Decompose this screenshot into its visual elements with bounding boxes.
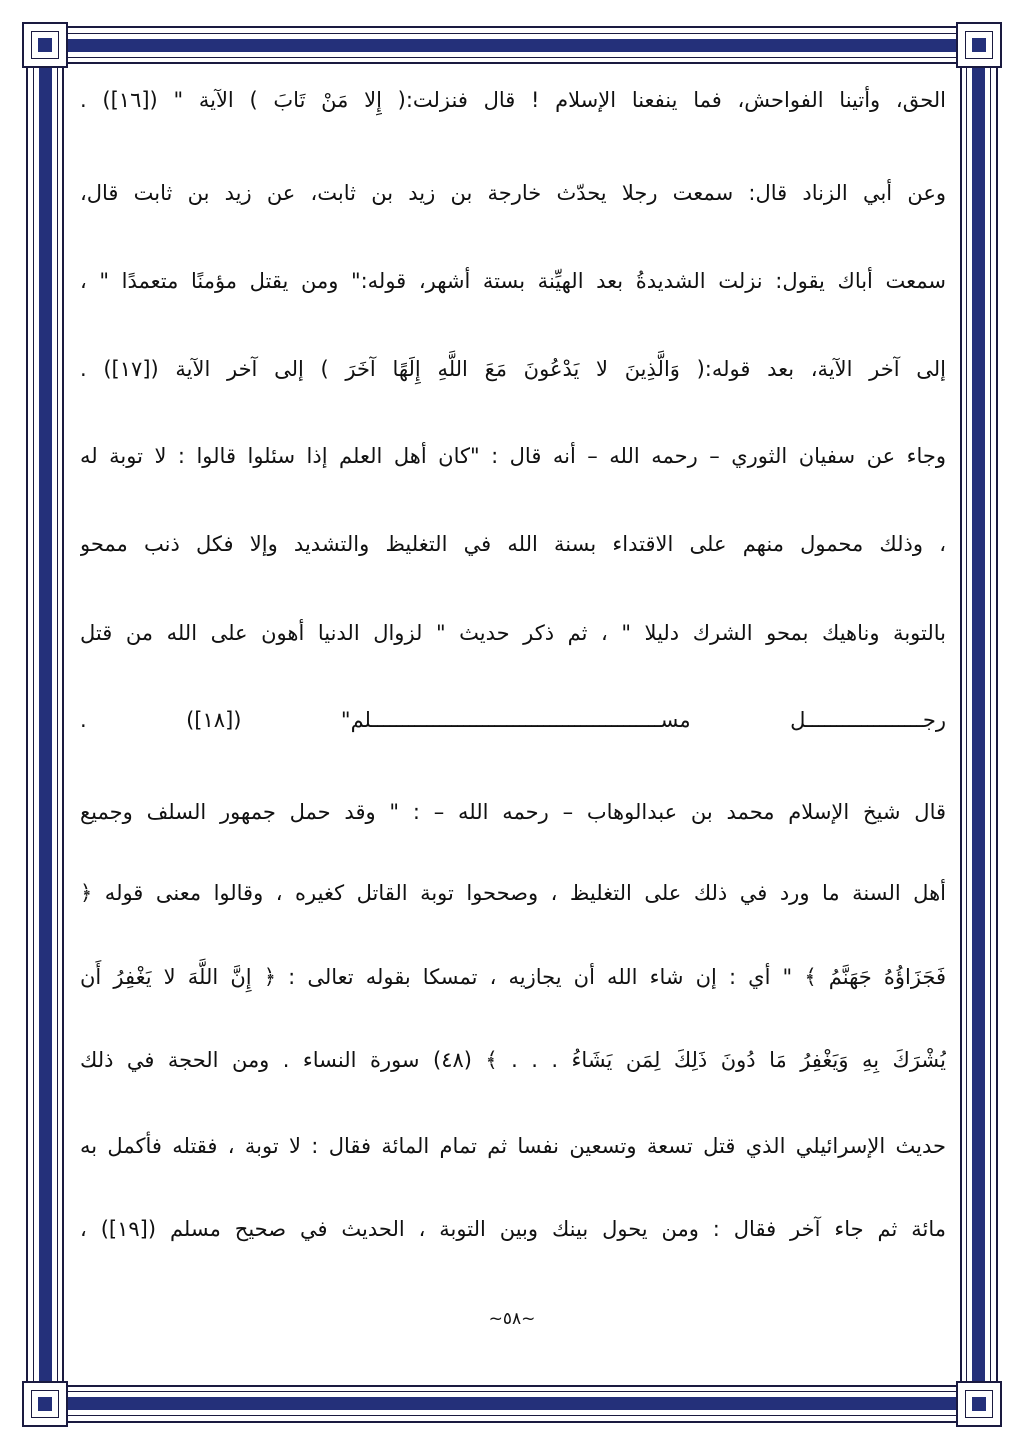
corner-ornament-top-left — [22, 22, 68, 68]
text-line: إلى آخر الآية، بعد قوله:( وَالَّذِينَ لا يَدْعُونَ مَعَ اللَّهِ إِلَهًا آخَرَ ) إلى آخر الآية ([١٧]) . — [80, 357, 946, 381]
text-line: سمعت أباك يقول: نزلت الشديدةُ بعد الهيِّنة بستة أشهر، قوله:" ومن يقتل مؤمنًا متعمدًا " ، — [80, 269, 946, 293]
text-line: ، وذلك محمول منهم على الاقتداء بسنة الله في التغليظ والتشديد وإلا فكل ذنب ممحو — [80, 532, 946, 556]
corner-ornament-bottom-left — [22, 1381, 68, 1427]
text-line: بالتوبة وناهيك بمحو الشرك دليلا " ، ثم ذكر حديث " لزوال الدنيا أهون على الله من قتل — [80, 621, 946, 645]
text-line: حديث الإسرائيلي الذي قتل تسعة وتسعين نفسا ثم تمام المائة فقال : لا توبة ، فقتله فأكمل به — [80, 1134, 946, 1158]
text-line: مائة ثم جاء آخر فقال : ومن يحول بينك وبين التوبة ، الحديث في صحيح مسلم ([١٩]) ، — [80, 1217, 946, 1241]
text-line: فَجَزَاؤُهُ جَهَنَّمُ ﴾ " أي : إن شاء الله أن يجازيه ، تمسكا بقوله تعالى : ﴿ إِنَّ اللَّهَ لا يَغْفِرُ أَن — [80, 965, 946, 989]
text-line: وجاء عن سفيان الثوري – رحمه الله – أنه قال : "كان أهل العلم إذا سئلوا قالوا : لا توبة له — [80, 444, 946, 468]
page-number: ~٥٨~ — [488, 1309, 536, 1329]
text-line: يُشْرَكَ بِهِ وَيَغْفِرُ مَا دُونَ ذَلِكَ لِمَن يَشَاءُ . . . ﴾ (٤٨) سورة النساء . ومن الحجة في ذلك — [80, 1048, 946, 1072]
corner-ornament-bottom-right — [956, 1381, 1002, 1427]
text-line: رجـــــــــــــــــــل مســـــــــــــــــــــــــــــــــــــــــــــــلم" ([١٨]) . — [80, 708, 946, 732]
text-line: أهل السنة ما ورد في ذلك على التغليظ ، وصححوا توبة القاتل كغيره ، وقالوا معنى قوله ﴿ — [80, 881, 946, 905]
text-line: وعن أبي الزناد قال: سمعت رجلا يحدّث خارجة بن زيد بن ثابت، عن زيد بن ثابت قال، — [80, 181, 946, 205]
corner-ornament-top-right — [956, 22, 1002, 68]
text-line: قال شيخ الإسلام محمد بن عبدالوهاب – رحمه الله – : " وقد حمل جمهور السلف وجميع — [80, 800, 946, 824]
text-line: الحق، وأتينا الفواحش، فما ينفعنا الإسلام ! قال فنزلت:( إِلا مَنْ تَابَ ) الآية " ([١٦]) . — [80, 88, 946, 112]
